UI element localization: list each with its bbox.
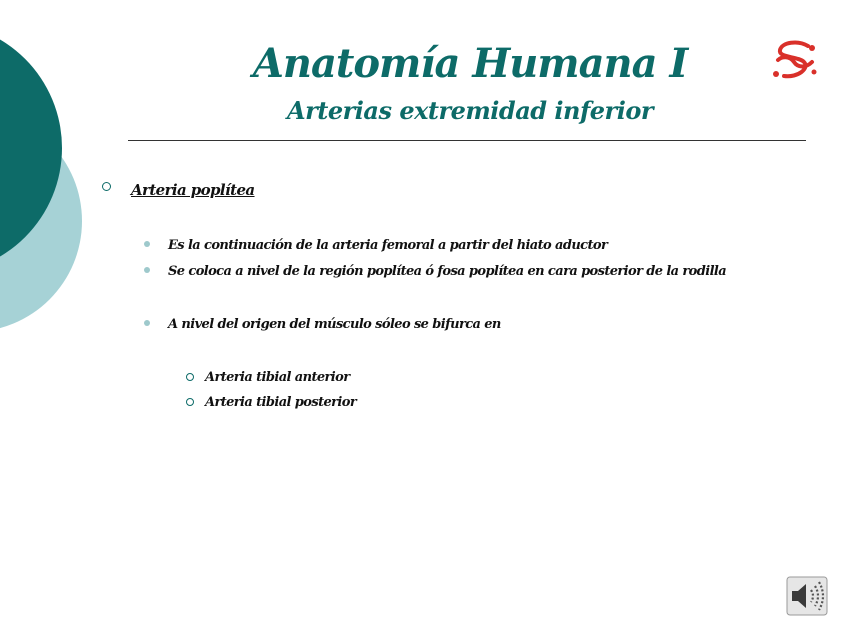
bullet-ring-icon xyxy=(186,373,194,381)
bullet-dot-icon xyxy=(144,320,150,326)
sub-list-item: Arteria tibial anterior xyxy=(205,370,350,385)
sub-list-item: Arteria tibial posterior xyxy=(205,395,357,410)
title-divider xyxy=(128,140,806,141)
bullet-ring-icon xyxy=(102,182,111,191)
speaker-icon[interactable] xyxy=(786,576,828,616)
slide-title: Anatomía Humana I xyxy=(252,40,688,87)
bullet-ring-icon xyxy=(186,398,194,406)
logo-icon xyxy=(768,38,820,86)
section-heading: Arteria poplítea xyxy=(131,181,255,199)
list-item: Es la continuación de la arteria femoral a partir del hiato aductor xyxy=(168,238,608,253)
list-item: Se coloca a nivel de la región poplítea ó fosa poplítea en cara posterior de la rodilla xyxy=(168,264,727,279)
slide-subtitle: Arterias extremidad inferior xyxy=(287,96,653,125)
list-item: A nivel del origen del músculo sóleo se bifurca en xyxy=(168,317,501,332)
bullet-dot-icon xyxy=(144,267,150,273)
bullet-dot-icon xyxy=(144,241,150,247)
